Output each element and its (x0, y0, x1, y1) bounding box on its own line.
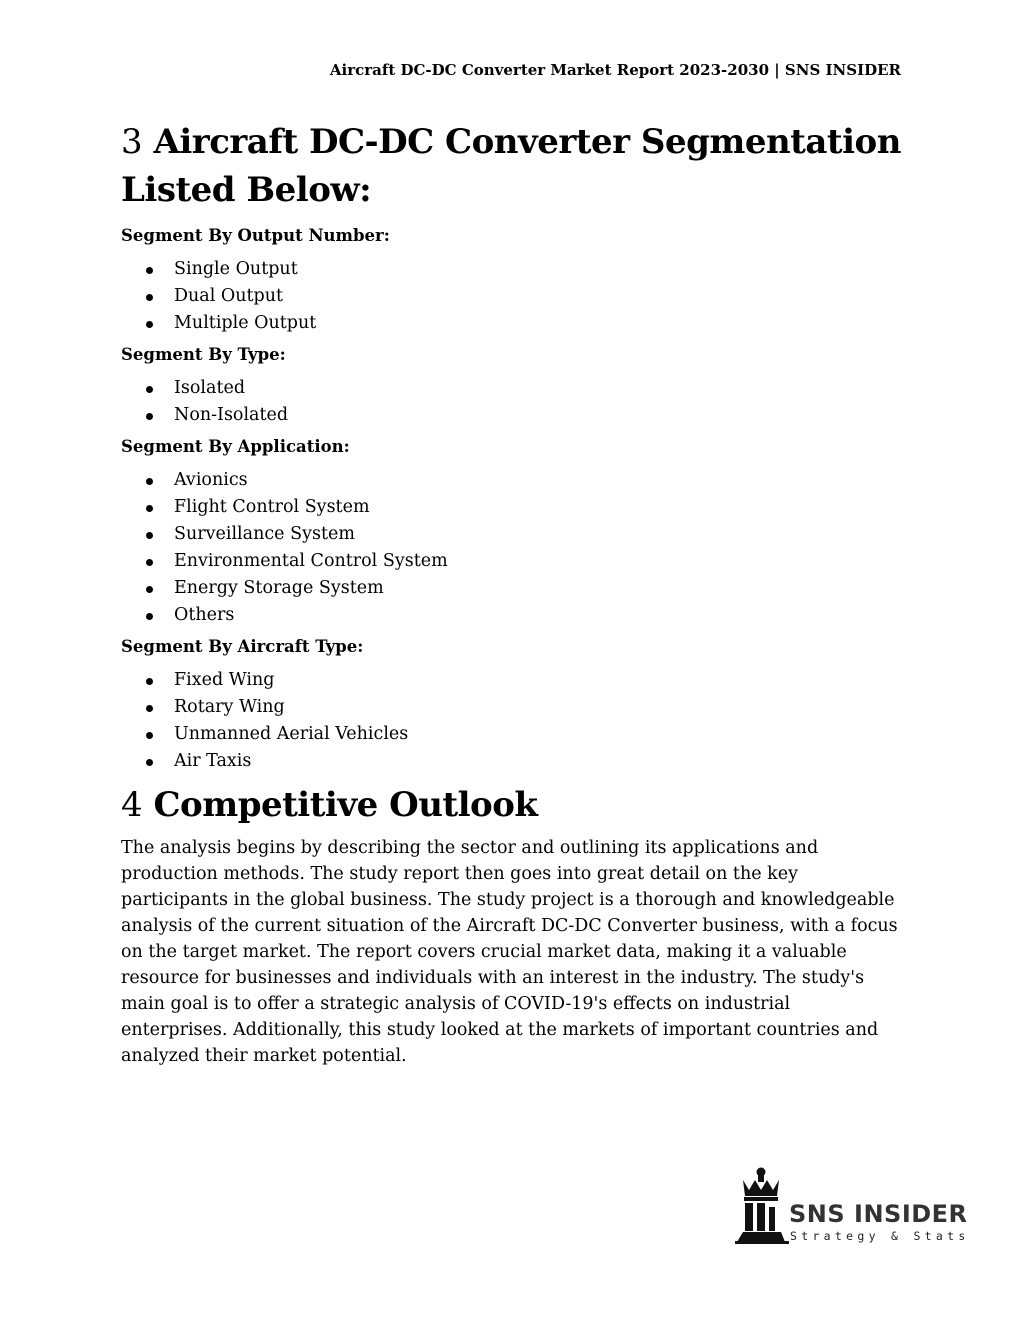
section-4-number: 4 (121, 785, 143, 825)
sns-insider-logo (733, 1166, 973, 1246)
list-item: Single Output (121, 256, 901, 283)
logo-name: SNS INSIDER (789, 1200, 968, 1228)
segment-list (121, 667, 901, 775)
segment-output-number (121, 224, 901, 337)
segment-title: Segment By Type: (121, 345, 286, 364)
list-item: Flight Control System (121, 494, 901, 521)
page-content (121, 118, 901, 1069)
segment-aircraft-type (121, 635, 901, 775)
segment-title: Segment By Application: (121, 437, 350, 456)
section-3-title: Aircraft DC-DC Converter Segmentation Listed Below: (121, 122, 901, 210)
chess-king-icon (733, 1166, 789, 1246)
list-item: Energy Storage System (121, 575, 901, 602)
segment-application (121, 435, 901, 629)
list-item: Fixed Wing (121, 667, 901, 694)
segment-list (121, 467, 901, 629)
segment-list (121, 375, 901, 429)
segment-list (121, 256, 901, 337)
list-item: Surveillance System (121, 521, 901, 548)
section-3-number: 3 (121, 122, 143, 162)
list-item: Rotary Wing (121, 694, 901, 721)
list-item: Isolated (121, 375, 901, 402)
section-4-title: Competitive Outlook (153, 785, 538, 825)
list-item: Avionics (121, 467, 901, 494)
section-4-body: The analysis begins by describing the sector and outlining its applications and production methods. The study report then goes into great detail on the key participants in the global business. The study project is a thorough and knowledgeable analysis of the current situation of the Aircraft DC-DC Converter business, with a focus on the target market. The report covers crucial market data, making it a valuable resource for businesses and individuals with an interest in the industry. The study's main goal is to offer a strategic analysis of COVID-19's effects on industrial enterprises. Additionally, this study looked at the markets of important countries and analyzed their market potential. (121, 838, 898, 1066)
section-3-heading (121, 118, 901, 214)
section-4-heading (121, 781, 901, 829)
segment-type (121, 343, 901, 429)
list-item: Environmental Control System (121, 548, 901, 575)
list-item: Non-Isolated (121, 402, 901, 429)
segment-title: Segment By Aircraft Type: (121, 637, 364, 656)
logo-tagline: Strategy & Stats (790, 1229, 970, 1243)
page-header: Aircraft DC-DC Converter Market Report 2023-2030 | SNS INSIDER (329, 61, 901, 79)
list-item: Air Taxis (121, 748, 901, 775)
list-item: Multiple Output (121, 310, 901, 337)
segment-title: Segment By Output Number: (121, 226, 390, 245)
list-item: Others (121, 602, 901, 629)
list-item: Dual Output (121, 283, 901, 310)
list-item: Unmanned Aerial Vehicles (121, 721, 901, 748)
